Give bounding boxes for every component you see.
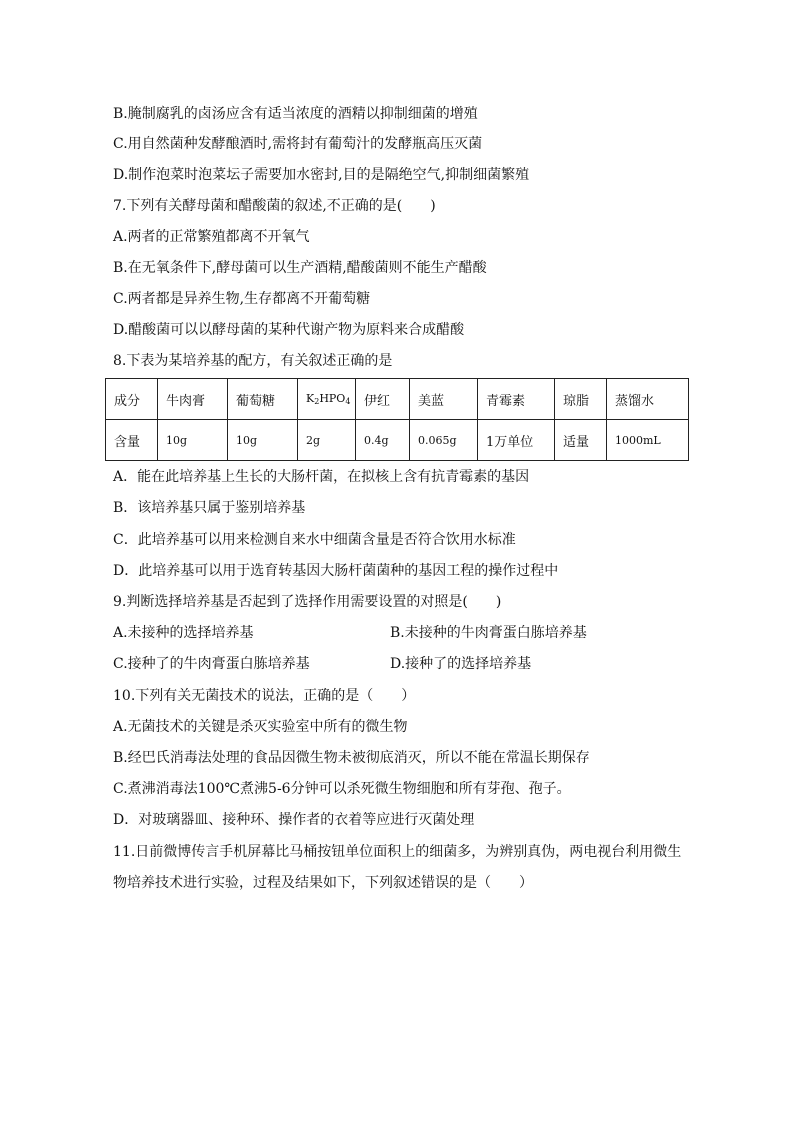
q9-option-a: A.未接种的选择培养基 (113, 625, 254, 641)
q8-option-a: A．能在此培养基上生长的大肠杆菌，在拟核上含有抗青霉素的基因 (113, 469, 530, 485)
q7-option-a: A.两者的正常繁殖都离不开氧气 (113, 229, 310, 245)
table-cell: 1000mL (607, 420, 689, 461)
table-cell: 牛肉膏 (158, 379, 228, 420)
q7-option-b: B.在无氧条件下,酵母菌可以生产酒精,醋酸菌则不能生产醋酸 (113, 260, 487, 276)
table-row (106, 379, 689, 420)
table-cell: 0.065g (410, 420, 478, 461)
q8-option-c: C．此培养基可以用来检测自来水中细菌含量是否符合饮用水标准 (113, 532, 516, 548)
table-cell: 琼脂 (555, 379, 607, 420)
q8-option-d: D．此培养基可以用于选育转基因大肠杆菌菌种的基因工程的操作过程中 (113, 563, 559, 579)
table-cell: 含量 (106, 420, 158, 461)
q6-option-c: C.用自然菌种发酵酿酒时,需将封有葡萄汁的发酵瓶高压灭菌 (113, 136, 483, 152)
q10-option-d: D．对玻璃器皿、接种环、操作者的衣着等应进行灭菌处理 (113, 812, 475, 828)
q6-option-d: D.制作泡菜时泡菜坛子需要加水密封,目的是隔绝空气,抑制细菌繁殖 (113, 167, 530, 183)
q11-stem-line2: 物培养技术进行实验，过程及结果如下，下列叙述错误的是（ ） (113, 875, 533, 891)
q8-option-b: B．该培养基只属于鉴别培养基 (113, 500, 306, 516)
q10-option-b: B.经巴氏消毒法处理的食品因微生物未被彻底消灭，所以不能在常温长期保存 (113, 750, 590, 766)
table-cell: 青霉素 (478, 379, 555, 420)
table-cell: 1万单位 (478, 420, 555, 461)
table-cell: 伊红 (356, 379, 410, 420)
q8-stem: 8.下表为某培养基的配方，有关叙述正确的是 (113, 353, 393, 369)
q9-option-b: B.未接种的牛肉膏蛋白胨培养基 (390, 625, 587, 641)
table-cell: 葡萄糖 (228, 379, 298, 420)
q11-stem-line1: 11.日前微博传言手机屏幕比马桶按钮单位面积上的细菌多，为辨别真伪，两电视台利用微生 (113, 844, 682, 860)
q10-option-a: A.无菌技术的关键是杀灭实验室中所有的微生物 (113, 719, 408, 735)
q7-option-c: C.两者都是异养生物,生存都离不开葡萄糖 (113, 291, 371, 307)
q9-option-c: C.接种了的牛肉膏蛋白胨培养基 (113, 656, 310, 672)
table-cell: 成分 (106, 379, 158, 420)
table-cell: 蒸馏水 (607, 379, 689, 420)
q7-stem: 7.下列有关酵母菌和醋酸菌的叙述,不正确的是( ) (113, 198, 436, 214)
culture-medium-table (105, 378, 689, 461)
q10-stem: 10.下列有关无菌技术的说法，正确的是（ ） (113, 688, 416, 704)
q9-option-d: D.接种了的选择培养基 (390, 656, 532, 672)
table-row (106, 420, 689, 461)
table-cell: 适量 (555, 420, 607, 461)
table-cell: 2g (298, 420, 356, 461)
table-cell: 10g (158, 420, 228, 461)
q7-option-d: D.醋酸菌可以以酵母菌的某种代谢产物为原料来合成醋酸 (113, 322, 465, 338)
table-cell-k2hpo4: $K_2HPO_4$ (298, 379, 356, 420)
q9-stem: 9.判断选择培养基是否起到了选择作用需要设置的对照是( ) (113, 594, 502, 610)
q10-option-c: C.煮沸消毒法100℃煮沸5-6分钟可以杀死微生物细胞和所有芽孢、孢子。 (113, 781, 571, 797)
table-cell: 10g (228, 420, 298, 461)
q6-option-b: B.腌制腐乳的卤汤应含有适当浓度的酒精以抑制细菌的增殖 (113, 106, 478, 122)
table-cell: 美蓝 (410, 379, 478, 420)
table-cell: 0.4g (356, 420, 410, 461)
